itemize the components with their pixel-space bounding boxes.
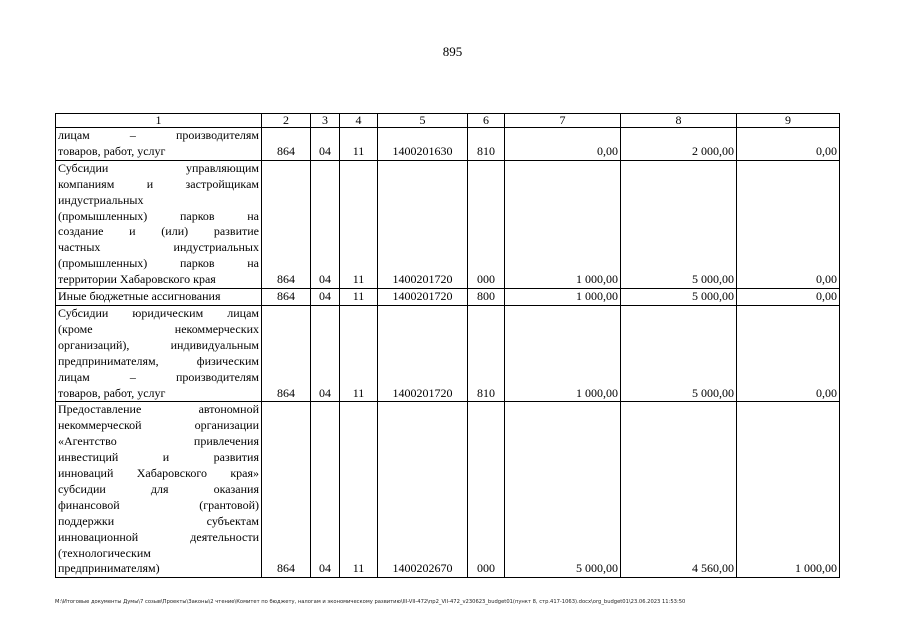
amount-col9: 0,00 — [737, 305, 840, 401]
subsection-code: 11 — [340, 160, 378, 288]
subsection-code: 11 — [340, 128, 378, 161]
row-name-line: некоммерческой организации — [58, 418, 259, 433]
table-row — [56, 160, 840, 288]
amount-col8: 4 560,00 — [621, 402, 737, 578]
section-code: 04 — [311, 160, 340, 288]
expense-type-code: 000 — [468, 160, 505, 288]
row-name-line: частных индустриальных — [58, 240, 259, 255]
row-name-line: лицам – производителям — [58, 128, 259, 142]
amount-col8: 2 000,00 — [621, 128, 737, 161]
table-row — [56, 128, 840, 161]
row-name-line: индустриальных — [58, 192, 144, 207]
table-row — [56, 289, 840, 306]
expense-type-code: 800 — [468, 289, 505, 306]
subsection-code: 11 — [340, 305, 378, 401]
row-name-line: поддержки субъектам — [58, 513, 259, 528]
column-header-4: 4 — [340, 114, 378, 128]
target-article-code: 1400202670 — [378, 402, 468, 578]
row-name — [56, 402, 262, 578]
row-name-line: финансовой (грантовой) — [58, 497, 259, 512]
expense-type-code: 000 — [468, 402, 505, 578]
expense-type-code: 810 — [468, 128, 505, 161]
amount-col9: 0,00 — [737, 289, 840, 306]
section-code: 04 — [311, 305, 340, 401]
file-path-footer: M:\Итоговые документы Думы\7 созыв\Проекты\Законы\2 чтение\Комитет по бюджету, налогам и экономическому развитию\III-VII-472\пр2_VII-472_v230623_budget01(пункт 8, стр.417-1063).docx\org_budget01\23.06.2023 11:53:50 — [55, 599, 686, 605]
kvsr-code: 864 — [262, 402, 311, 578]
target-article-code: 1400201720 — [378, 289, 468, 306]
kvsr-code: 864 — [262, 305, 311, 401]
section-code: 04 — [311, 402, 340, 578]
subsection-code: 11 — [340, 289, 378, 306]
expense-type-code: 810 — [468, 305, 505, 401]
kvsr-code: 864 — [262, 289, 311, 306]
column-header-2: 2 — [262, 114, 311, 128]
header-row — [56, 114, 840, 128]
row-name — [56, 305, 262, 401]
kvsr-code: 864 — [262, 160, 311, 288]
amount-col9: 0,00 — [737, 128, 840, 161]
target-article-code: 1400201630 — [378, 128, 468, 161]
column-header-1: 1 — [56, 114, 262, 128]
kvsr-code: 864 — [262, 128, 311, 161]
amount-col7: 1 000,00 — [505, 289, 621, 306]
target-article-code: 1400201720 — [378, 160, 468, 288]
row-name-line: «Агентство привлечения — [58, 434, 259, 449]
column-header-3: 3 — [311, 114, 340, 128]
amount-col7: 1 000,00 — [505, 160, 621, 288]
section-code: 04 — [311, 128, 340, 161]
amount-col7: 0,00 — [505, 128, 621, 161]
column-header-8: 8 — [621, 114, 737, 128]
row-name-line: (промышленных) парков на — [58, 256, 259, 271]
amount-col8: 5 000,00 — [621, 305, 737, 401]
row-name-line: товаров, работ, услуг — [58, 385, 166, 400]
amount-col8: 5 000,00 — [621, 289, 737, 306]
row-name-line: инвестиций и развития — [58, 450, 259, 465]
row-name-line: компаниям и застройщикам — [58, 176, 259, 191]
row-name-line: товаров, работ, услуг — [58, 143, 166, 158]
row-name-line: предпринимателям) — [58, 561, 160, 576]
row-name-line: Субсидии юридическим лицам — [58, 305, 259, 320]
row-name-line: Иные бюджетные ассигнования — [58, 289, 221, 304]
table-row — [56, 305, 840, 401]
column-header-7: 7 — [505, 114, 621, 128]
row-name-line: субсидии для оказания — [58, 481, 259, 496]
row-name-line: Субсидии управляющим — [58, 160, 259, 175]
amount-col7: 5 000,00 — [505, 402, 621, 578]
table-row — [56, 402, 840, 578]
column-header-6: 6 — [468, 114, 505, 128]
amount-col7: 1 000,00 — [505, 305, 621, 401]
row-name — [56, 289, 262, 306]
row-name-line: лицам – производителям — [58, 369, 259, 384]
amount-col9: 0,00 — [737, 160, 840, 288]
row-name-line: территории Хабаровского края — [58, 272, 216, 287]
section-code: 04 — [311, 289, 340, 306]
row-name-line: Предоставление автономной — [58, 402, 259, 417]
row-name-line: инноваций Хабаровского края» — [58, 466, 259, 481]
table-body — [56, 128, 840, 578]
row-name — [56, 160, 262, 288]
amount-col9: 1 000,00 — [737, 402, 840, 578]
page-number: 895 — [442, 44, 463, 59]
row-name-line: (технологическим — [58, 545, 151, 560]
subsection-code: 11 — [340, 402, 378, 578]
amount-col8: 5 000,00 — [621, 160, 737, 288]
row-name-line: создание и (или) развитие — [58, 224, 259, 239]
target-article-code: 1400201720 — [378, 305, 468, 401]
column-header-9: 9 — [737, 114, 840, 128]
row-name — [56, 128, 262, 161]
row-name-line: предпринимателям, физическим — [58, 353, 259, 368]
row-name-line: организаций), индивидуальным — [58, 337, 259, 352]
row-name-line: (кроме некоммерческих — [58, 321, 259, 336]
row-name-line: инновационной деятельности — [58, 529, 259, 544]
budget-table — [55, 113, 840, 578]
column-header-5: 5 — [378, 114, 468, 128]
row-name-line: (промышленных) парков на — [58, 208, 259, 223]
